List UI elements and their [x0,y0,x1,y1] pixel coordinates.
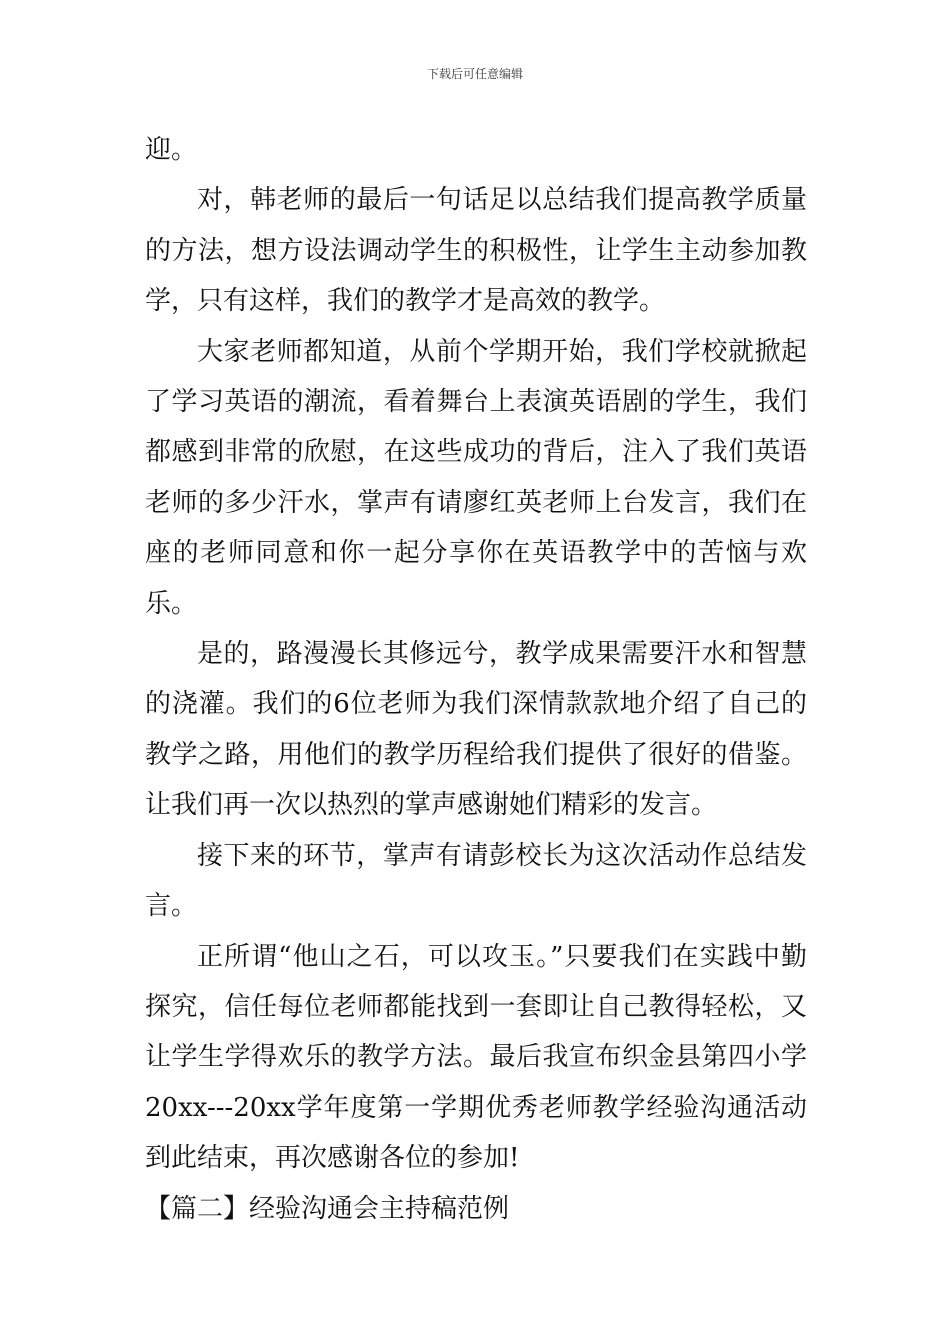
page-header: 下载后可任意编辑 [426,67,523,81]
paragraph-principal-summary: 接下来的环节，掌声有请彭校长为这次活动作总结发言。 [145,840,807,922]
paragraph-english-learning: 大家老师都知道，从前个学期开始，我们学校就掀起了学习英语的潮流，看着舞台上表演英语剧的学生，我们都感到非常的欣慰，在这些成功的背后，注入了我们英语老师的多少汗水，掌声有请廖红英老师上台发言，我们在座的老师同意和你一起分享你在英语教学中的苦恼与欢乐。 [145,336,807,619]
section-heading: 【篇二】经验沟通会主持稿范例 [145,1193,510,1224]
paragraph-closing: 正所谓“他山之石，可以攻玉。”只要我们在实践中勤探究，信任每位老师都能找到一套即让自己教得轻松，又让学生学得欢乐的教学方法。最后我宣布织金县第四小学20xx---20xx学年度第一学期优秀老师教学经验沟通活动到此结束，再次感谢各位的参加! [145,941,807,1174]
document-body [145,125,807,1234]
paragraph-continuation: 迎。 [145,135,198,165]
paragraph-teaching-quality: 对，韩老师的最后一句话足以总结我们提高教学质量的方法，想方设法调动学生的积极性，让学生主动参加教学，只有这样，我们的教学才是高效的教学。 [145,185,807,317]
paragraph-teacher-thanks: 是的，路漫漫长其修远兮，教学成果需要汗水和智慧的浇灌。我们的6位老师为我们深情款款地介绍了自己的教学之路，用他们的教学历程给我们提供了很好的借鉴。让我们再一次以热烈的掌声感谢她们精彩的发言。 [145,639,807,821]
